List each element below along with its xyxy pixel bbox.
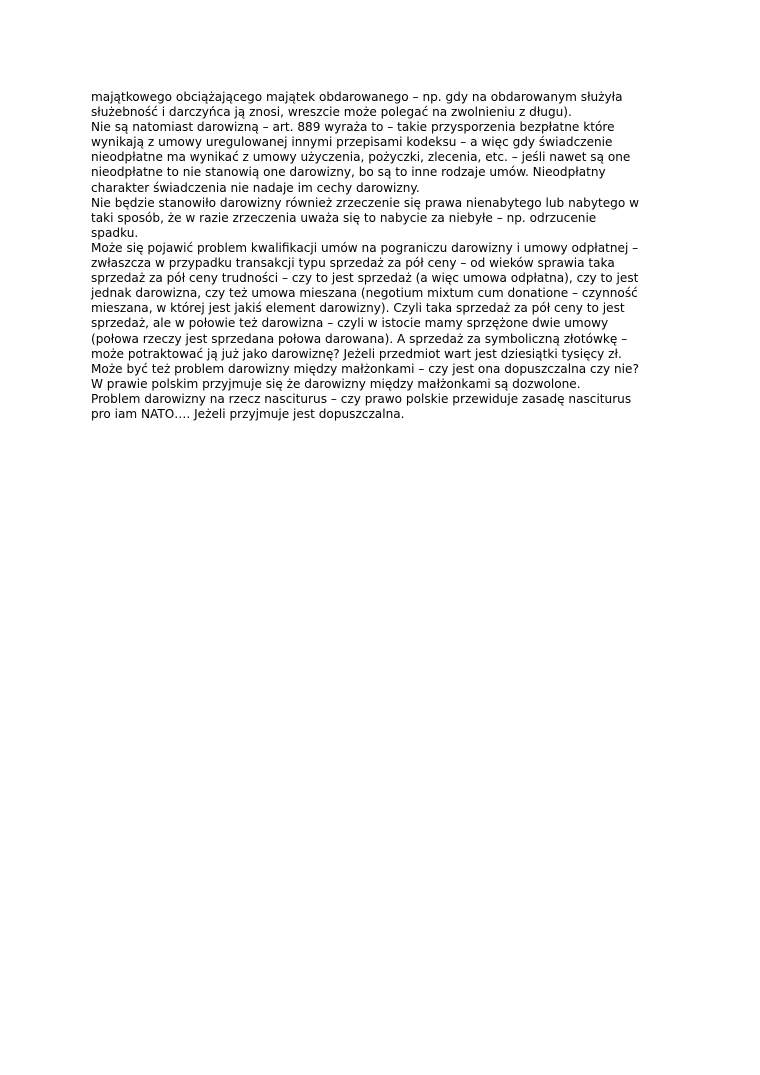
text-line: majątkowego obciążającego majątek obdarowanego – np. gdy na obdarowanym służyła: [91, 90, 623, 104]
text-line: jednak darowizna, czy też umowa mieszana (negotium mixtum cum donatione – czynność: [91, 286, 638, 301]
text-line: Może być też problem darowizny między małżonkami – czy jest ona dopuszczalna czy nie?: [91, 361, 639, 376]
text-line: Problem darowizny na rzecz nasciturus – czy prawo polskie przewiduje zasadę nasciturus: [91, 391, 632, 406]
body-text: [91, 90, 681, 422]
text-line: (połowa rzeczy jest sprzedana połowa darowana). A sprzedaż za symboliczną złotówkę –: [91, 331, 628, 346]
text-line: zwłaszcza w przypadku transakcji typu sprzedaż za pół ceny – od wieków sprawia taka: [91, 256, 615, 271]
text-line: charakter świadczenia nie nadaje im cechy darowizny.: [91, 180, 420, 195]
text-line: Nie są natomiast darowizną – art. 889 wyraża to – takie przysporzenia bezpłatne które: [91, 120, 615, 135]
text-line: spadku.: [91, 225, 139, 240]
text-line: sprzedaż za pół ceny trudności – czy to jest sprzedaż (a więc umowa odpłatna), czy to jest: [91, 271, 639, 286]
text-line: nieodpłatne to nie stanowią one darowizny, bo są to inne rodzaje umów. Nieodpłatny: [91, 165, 606, 180]
text-line: służebność i darczyńca ją znosi, wreszcie może polegać na zwolnieniu z długu).: [91, 105, 572, 120]
text-line: sprzedaż, ale w połowie też darowizna – czyli w istocie mamy sprzężone dwie umowy: [91, 316, 609, 331]
text-line: nieodpłatne ma wynikać z umowy użyczenia, pożyczki, zlecenia, etc. – jeśli nawet są one: [91, 150, 631, 165]
text-line: W prawie polskim przyjmuje się że darowizny między małżonkami są dozwolone.: [91, 376, 581, 391]
text-line: mieszana, w której jest jakiś element darowizny). Czyli taka sprzedaż za pół ceny to jest: [91, 301, 625, 316]
text-line: Nie będzie stanowiło darowizny również zrzeczenie się prawa nienabytego lub nabytego w: [91, 195, 639, 210]
text-line: taki sposób, że w razie zrzeczenia uważa się to nabycie za niebyłe – np. odrzucenie: [91, 210, 597, 225]
text-line: pro iam NATO…. Jeżeli przyjmuje jest dopuszczalna.: [91, 406, 405, 421]
text-line: może potraktować ją już jako darowiznę? Jeżeli przedmiot wart jest dziesiątki tysięcy zł.: [91, 346, 622, 361]
text-line: wynikają z umowy uregulowanej innymi przepisami kodeksu – a więc gdy świadczenie: [91, 135, 613, 150]
text-line: Może się pojawić problem kwalifikacji umów na pograniczu darowizny i umowy odpłatnej –: [91, 240, 639, 255]
